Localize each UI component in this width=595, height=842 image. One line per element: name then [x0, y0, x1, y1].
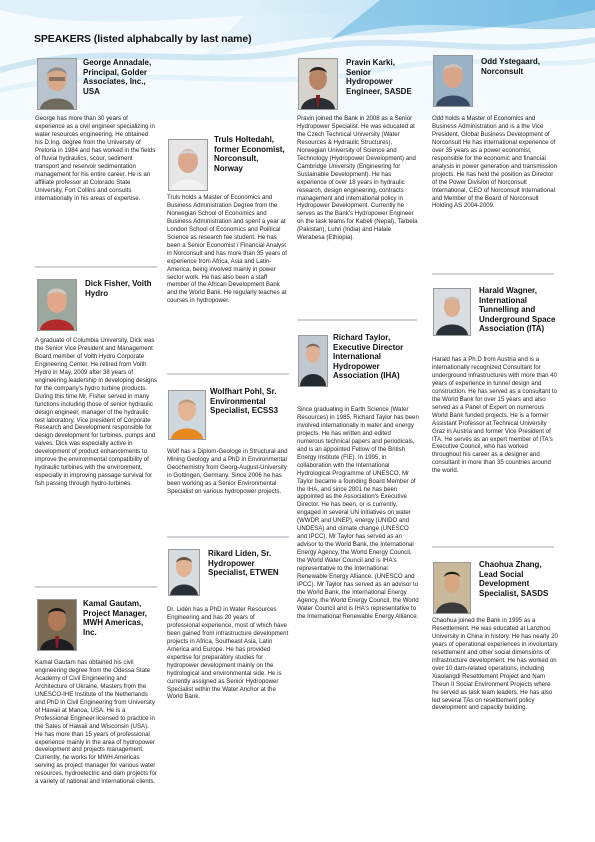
speaker-bio: Odd holds a Master of Economics and Business Administration and is a the Vice President, Global Business Development of Norconsult He has international experience of over 35 years as a power economist, responsible for the economic and financial analysis in power generation and transmission projects. He has held the position as Director of the Power Division of Norconsult International, CEO of Norconsult International and Member of the Board of Norconsult Holding AS 2004-2009.	[432, 115, 557, 210]
speaker-photo	[37, 279, 77, 331]
divider	[167, 373, 289, 375]
speaker-name: Kamal Gautam, Project Manager, MWH Americas, Inc.	[83, 599, 148, 637]
speaker-name: Wolfhart Pohl, Sr. Environmental Specialist, ECSS3	[210, 387, 279, 416]
divider	[297, 319, 417, 321]
speaker-bio: A graduate of Columbia University, Dick was the Senior Vice President and Management Board member of Voith Hydro Corporate Engineering Center. He retired from Voith Hydro in May, 2009 after 38 years of engineering leadership in developing designs for the company's hydro turbine products. During this time Mr. Fisher served in many functions including those of senior hydraulic design engineer, manager of the hydraulic test laboratory, Vice president of Corporate Research and Development responsible for design development for turbines, pumps and valves. Dick was especially active in development of product enhancements to improve the environmental compatibility of hydraulic turbines with the environment, especially in improving passage survival for fish passing through hydro-turbines.	[35, 337, 157, 488]
speaker-bio: Since graduating in Earth Science (Water Resources) in 1985, Richard Taylor has been involved internationally in water and energy projects. He has written and edited numerous technical papers and periodicals, and is an appointed Fellow of the British Energy Institute (FIE). In 1995, in collaboration with the International Hydrological Programme of UNESCO, Mr Taylor became a founding Board Member of the IHA, and since 2001 he has been appointed as the Association's Executive Director. He has been, or is currently, engaged in several UN initiatives on water (WWDR and UNEP), energy (UNIDO and UNDESA) and climate change (UNESCO and IPCC). Mr Taylor has served as an advisor to the World Bank, the International Energy Agency, the World Energy Council, the World Water Council and is IHA's representative to the International Renewable Energy Alliance. (UNESCO and IPCC). Mr Taylor has served as an advisor to the World Bank, the International Energy Agency, the World Energy Council, the World Water Council and is IHA's representative to the International Renewable Energy Alliance.	[297, 406, 419, 620]
speaker-photo	[168, 139, 208, 191]
speaker-photo	[37, 58, 77, 110]
page-title	[34, 33, 252, 45]
listing-note: (listed alphabcally by last name)	[93, 33, 252, 45]
speaker-bio: Wolf has a Diplom-Geologe in Structural and Mining Geology and a PhD in Environmental Geochemistry from Georg-August-University in Gottingen, Germany. Since 2006 he has been working as a Senior Environmental Specialist on various hydropower projects.	[167, 448, 288, 495]
speaker-photo	[298, 58, 338, 110]
speaker-bio: Dr. Lidén has a PhD in Water Resources Engineering and has 20 years of professional experience, most of which have been gained from infrastructure development projects in Africa, Southeast Asia, Latin America and Europe. He has provided expertise for preparatory studies for hydropower development mainly on the hydrological and environmental side. He is currently assigned as Senior Hydropower Specialist within the Water Anchor at the World Bank.	[167, 606, 289, 701]
speaker-name: Chaohua Zhang, Lead Social Development Specialist, SASDS	[479, 560, 549, 598]
speaker-bio: Pravin joined the Bank in 2008 as a Senior Hydropower Specialist. He was educated at the Czech Technical University (Water Resources & Hydraulic Structures), Norwegian University of Science and Technology (Hydropower Development) and Cambridge University (Engineering for Sustainable Development). He has experience of over 18 years in hydraulic research, design engineering, contracts management and international policy in Hydropower Development. Currently he serves as the Bank's Hydropower Engineer on the task teams for Kabeli (Nepal), Tarbela (Pakistan), Luhri (India) and Halale Werabesa (Ethiopia).	[297, 115, 418, 242]
speaker-photo	[168, 390, 206, 440]
divider	[35, 266, 157, 268]
divider	[167, 536, 289, 538]
speaker-photo	[37, 599, 77, 651]
divider	[432, 273, 554, 275]
speaker-photo	[433, 55, 473, 107]
divider	[35, 586, 157, 588]
speaker-name: Odd Ystegaard, Norconsult	[481, 57, 540, 76]
speaker-name: Dick Fisher, Voith Hydro	[85, 279, 152, 298]
speaker-name: Richard Taylor, Executive Director International Hydropower Association (IHA)	[333, 333, 404, 381]
speaker-photo	[433, 288, 471, 336]
speaker-bio: Kamal Gautam has obtained his civil engineering degree from the Odessa State Academy of Civil Engineering and Architecture of Ukraine, Masters from the UNESCO-IHE Institute of the Netherlands and PhD in Civil Engineering from University of Hawaii at Manoa, USA. He is a Professional Engineer licensed to practice in the Sates of Hawaii and Wisconsin (USA). He has more than 15 years of professional experience mainly in the area of hydropower development and projects management. Currently, he works for MWH Americas serving as project manager for various water resources, hydroelectric and dam projects for a variety of national and international clients.	[35, 659, 157, 786]
speaker-name: Harald Wagner, International Tunnelling and Underground Space Association (ITA)	[479, 286, 556, 334]
speaker-name: Pravin Karki, Senior Hydropower Engineer, SASDE	[346, 58, 412, 96]
speaker-photo	[433, 562, 471, 614]
speaker-name: Rikard Liden, Sr. Hydropower Specialist, ETWEN	[208, 549, 279, 578]
speaker-name: George Annadale, Principal, Golder Associates, Inc., USA	[83, 58, 152, 96]
speaker-bio: George has more than 30 years of experience as a civil engineer specializing in water resources engineering. He obtained his D.Ing. degree from the University of Pretoria in 1984 and has worked in the fields of fluvial hydraulics, scour, sediment transport and reservoir sedimentation management for his entire career. He is an affiliate professor at Colorado State University, Fort Collins and consults internationally in his areas of expertise.	[35, 115, 156, 202]
speaker-bio: Chaohua joined the Bank in 1995 as a Resettlement. He was educated at Lanzhou University in China in history. He has nearly 20 years of operational experiences in involuntary resettlement and other social dimensions of infrastructure development. He has worked on over 10 dam-related operations, including Xiaolangdi Resettlement Project and Nam Theun II Social Environment Projects where he served as task team leaders. He has also led several TAs on resettlement policy development and capacity building.	[432, 617, 558, 712]
speaker-photo	[298, 335, 328, 387]
speaker-name: Truls Holtedahl, former Economist, Norconsult, Norway	[214, 135, 285, 173]
speaker-photo	[168, 549, 200, 596]
speaker-bio: Harald has a Ph.D from Austria and is a internationally recognized Consultant for underground infrastructures with more than 40 years of experience in tunnel design and construction. He has served as a consultant to the World Bank for over 15 years and also served as a Panel of Expert on numerous World Bank funded projects. He is a former Assistant Professor at Technical University Graz in Austria and former Vice President of ITA. He serves as an expert member of ITA's Executive Council, who has worked throughout his career as a designer and consultant in more than 35 countries around the world.	[432, 356, 557, 475]
speaker-bio: Truls holds a Master of Economics and Business Administration Degree from the Norwegian School of Economics and Business Administration and spent a year at London School of Economics and Political Science as research fee student. He has been a Senior Economist / Financial Analyst in Norconsult and has more than 35 years of experience from Africa, Asia and Latin-America, being involved mainly in power sector work. He has also been a staff member of the African Development Bank and the World Bank. He regularly teaches at courses in hydropower.	[167, 194, 287, 305]
speakers-heading: SPEAKERS	[34, 33, 91, 45]
divider	[432, 546, 554, 548]
